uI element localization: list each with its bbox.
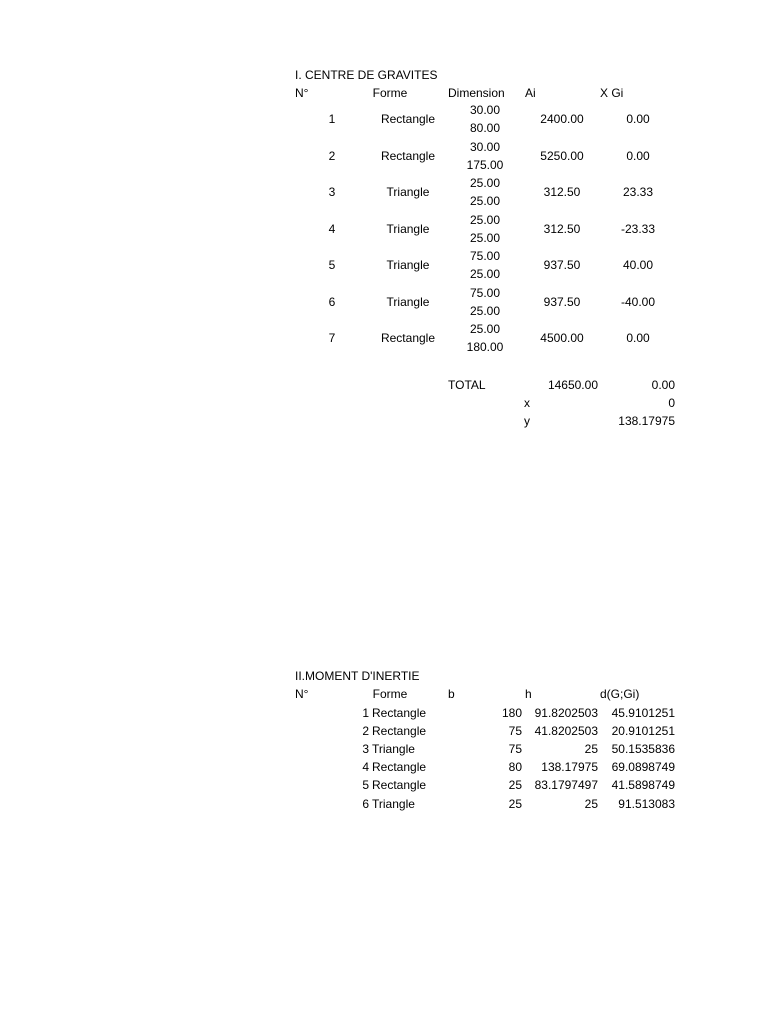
- header-xgi: X Gi: [600, 86, 624, 100]
- row-forme: Rectangle: [372, 760, 427, 775]
- row-h: 25: [584, 741, 598, 756]
- row-d: 69.0898749: [611, 760, 675, 775]
- row-ai: 937.50: [543, 294, 581, 309]
- header-ai: Ai: [525, 86, 536, 100]
- row-xgi: 23.33: [622, 185, 654, 199]
- row-number: 4: [328, 221, 336, 236]
- section2-title: II.MOMENT D'INERTIE: [295, 669, 420, 683]
- row-forme: Triangle: [386, 185, 430, 199]
- row-number: 5: [328, 258, 336, 272]
- row-forme: Rectangle: [380, 148, 436, 163]
- row-b: 80: [508, 760, 522, 775]
- header-n: N°: [295, 86, 309, 100]
- row-forme: Triangle: [386, 221, 430, 236]
- header-forme: Forme: [372, 86, 408, 100]
- row-dim2: 25.00: [469, 230, 501, 245]
- row-xgi: -40.00: [620, 294, 656, 309]
- total-ai: 14650.00: [547, 378, 598, 392]
- header-dimension: Dimension: [448, 86, 505, 100]
- section1-title: I. CENTRE DE GRAVITES: [295, 68, 438, 82]
- row-forme: Rectangle: [372, 723, 427, 738]
- total-xgi: 0.00: [651, 378, 675, 392]
- row-number: 5: [362, 778, 369, 793]
- row-number: 2: [362, 723, 369, 738]
- row-forme: Triangle: [372, 741, 415, 756]
- y-value: 138.17975: [618, 414, 675, 428]
- row-dim1: 30.00: [469, 139, 501, 154]
- header2-forme: Forme: [372, 687, 408, 701]
- row-h: 83.1797497: [534, 778, 598, 793]
- row-forme: Triangle: [386, 294, 430, 309]
- row-dim1: 25.00: [469, 212, 501, 227]
- row-number: 1: [328, 112, 336, 126]
- row-number: 3: [362, 741, 369, 756]
- row-number: 6: [328, 294, 336, 309]
- row-b: 75: [508, 741, 522, 756]
- row-ai: 312.50: [543, 185, 581, 199]
- row-dim2: 25.00: [469, 303, 501, 318]
- row-ai: 5250.00: [540, 148, 584, 163]
- row-number: 1: [362, 705, 369, 720]
- row-xgi: 0.00: [626, 148, 650, 163]
- row-number: 2: [328, 148, 336, 163]
- row-number: 6: [362, 796, 369, 811]
- total-label: TOTAL: [448, 378, 486, 392]
- row-dim1: 75.00: [469, 249, 501, 263]
- row-d: 50.1535836: [611, 741, 675, 756]
- row-forme: Triangle: [372, 796, 415, 811]
- row-number: 4: [362, 760, 369, 775]
- row-forme: Rectangle: [380, 331, 436, 345]
- row-dim1: 25.00: [469, 176, 501, 190]
- row-ai: 312.50: [543, 221, 581, 236]
- row-d: 91.513083: [618, 796, 675, 811]
- row-dim2: 175.00: [466, 157, 504, 172]
- header2-d: d(G;Gi): [600, 687, 640, 701]
- row-forme: Triangle: [386, 258, 430, 272]
- row-b: 75: [508, 723, 522, 738]
- y-label: y: [524, 414, 530, 428]
- row-number: 3: [328, 185, 336, 199]
- row-forme: Rectangle: [372, 705, 427, 720]
- row-xgi: 40.00: [622, 258, 654, 272]
- row-ai: 937.50: [543, 258, 581, 272]
- header2-b: b: [448, 687, 455, 701]
- row-b: 180: [501, 705, 522, 720]
- row-d: 45.9101251: [611, 705, 675, 720]
- row-h: 25: [584, 796, 598, 811]
- row-dim2: 180.00: [466, 340, 504, 354]
- row-dim1: 75.00: [469, 285, 501, 300]
- x-value: 0: [668, 396, 675, 410]
- row-dim2: 25.00: [469, 194, 501, 208]
- x-label: x: [524, 396, 530, 410]
- row-b: 25: [508, 778, 522, 793]
- row-xgi: 0.00: [626, 112, 650, 126]
- row-forme: Rectangle: [372, 778, 427, 793]
- row-ai: 4500.00: [540, 331, 584, 345]
- row-dim2: 25.00: [469, 267, 501, 281]
- row-d: 20.9101251: [611, 723, 675, 738]
- row-d: 41.5898749: [611, 778, 675, 793]
- row-b: 25: [508, 796, 522, 811]
- row-dim2: 80.00: [469, 121, 501, 135]
- header2-n: N°: [295, 687, 309, 701]
- row-h: 41.8202503: [534, 723, 598, 738]
- row-xgi: 0.00: [626, 331, 650, 345]
- row-forme: Rectangle: [380, 112, 436, 126]
- row-h: 91.8202503: [534, 705, 598, 720]
- row-h: 138.17975: [541, 760, 598, 775]
- row-ai: 2400.00: [540, 112, 584, 126]
- header2-h: h: [525, 687, 532, 701]
- row-number: 7: [328, 331, 336, 345]
- row-dim1: 25.00: [469, 322, 501, 336]
- row-xgi: -23.33: [620, 221, 656, 236]
- row-dim1: 30.00: [469, 103, 501, 117]
